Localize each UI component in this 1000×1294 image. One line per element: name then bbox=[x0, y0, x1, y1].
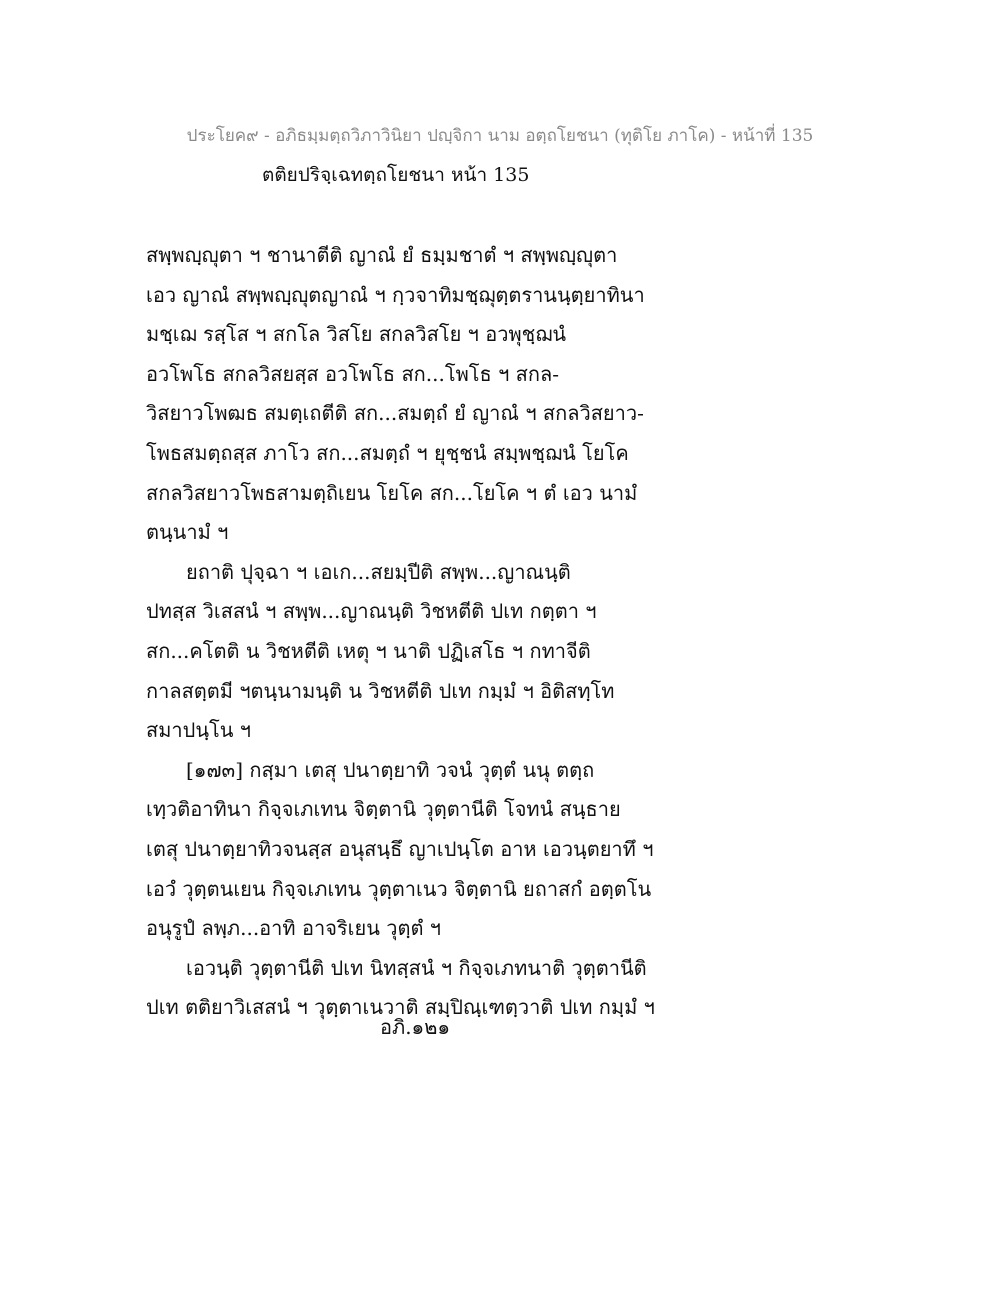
text-line: สก...คโตติ น วิชหตีติ เหตุ ฯ นาติ ปฏิเสโธ ฯ กทาจีติ bbox=[146, 638, 591, 663]
text-line: สกลวิสยาวโพธสามตฺถิเยน โยโค สก...โยโค ฯ ตํ เอว นามํ bbox=[146, 480, 638, 505]
section-title: ตติยปริจฺเฉทตฺถโยชนา หน้า 135 bbox=[262, 164, 530, 186]
text-line: กาลสตฺตมี ฯตนฺนามนฺติ น วิชหตีติ ปเท กมฺมํ ฯ อิติสทฺโท bbox=[146, 678, 615, 703]
running-header bbox=[0, 122, 1000, 149]
paragraph-start-line: [๑๗๓] กสฺมา เตสุ ปนาตฺยาทิ วจนํ วุตฺตํ นนุ ตตฺถ bbox=[186, 757, 595, 782]
running-header-text: ประโยค๙ - อภิธมฺมตฺถวิภาวินิยา ปญฺจิกา นาม อตฺถโยชนา (ทุติโย ภาโค) - หน้าที่ 135 bbox=[186, 126, 814, 146]
text-line: มชฺเฌ รสฺโส ฯ สกโล วิสโย สกลวิสโย ฯ อวพุชฺฌนํ bbox=[146, 322, 566, 347]
paragraph-start-line: ยถาติ ปุจฺฉา ฯ เอเก...สยมฺปีติ สพฺพ...ญาณนฺติ bbox=[186, 559, 571, 584]
text-line: วิสยาวโพฒธ สมตฺเถตีติ สก...สมตฺถํ ยํ ญาณํ ฯ สกลวิสยาว- bbox=[146, 401, 644, 426]
page-footer: อภิ.๑๒๑ bbox=[380, 1015, 451, 1039]
paragraph-start-line: เอวนฺติ วุตฺตานีติ ปเท นิทสฺสนํ ฯ กิจฺจเภทนาติ วุตฺตานีติ bbox=[186, 955, 647, 980]
text-line: เทฺวติอาทินา กิจฺจเภเทน จิตฺตานิ วุตฺตานีติ โจทนํ สนฺธาย bbox=[146, 797, 621, 822]
text-line: เตสุ ปนาตฺยาทิวจนสฺส อนุสนฺธึ ญาเปนฺโต อาห เอวนฺตยาทึ ฯ bbox=[146, 836, 654, 861]
text-line: โพธสมตฺถสฺส ภาโว สก...สมตฺถํ ฯ ยุชฺชนํ สมฺพชฺฌนํ โยโค bbox=[146, 440, 629, 465]
text-line: สมาปนฺโน ฯ bbox=[146, 718, 251, 743]
text-line: ตนฺนามํ ฯ bbox=[146, 520, 229, 545]
text-line: ปทสฺส วิเสสนํ ฯ สพฺพ...ญาณนฺติ วิชหตีติ ปเท กตฺตา ฯ bbox=[146, 599, 597, 624]
text-line: ปเท ตติยาวิเสสนํ ฯ วุตฺตาเนวาติ สมฺปิณฺเฑตฺวาติ ปเท กมฺมํ ฯ bbox=[146, 995, 655, 1020]
text-line: อนุรูปํ ลพฺภ...อาทิ อาจริเยน วุตฺตํ ฯ bbox=[146, 916, 442, 941]
text-line: อวโพโธ สกลวิสยสฺส อวโพโธ สก...โพโธ ฯ สกล- bbox=[146, 361, 559, 386]
text-line: สพฺพญฺญุตา ฯ ชานาตีติ ญาณํ ยํ ธมฺมชาตํ ฯ สพฺพญฺญุตา bbox=[146, 243, 618, 267]
text-line: เอว ญาณํ สพฺพญฺญุตญาณํ ฯ กฺวจาทิมชฺฌุตฺตรานนฺตฺยาทินา bbox=[146, 282, 645, 307]
text-line: เอวํ วุตฺตนเยน กิจฺจเภเทน วุตฺตาเนว จิตฺตานิ ยถาสกํ อตฺตโน bbox=[146, 876, 652, 901]
body-text bbox=[146, 236, 866, 1028]
